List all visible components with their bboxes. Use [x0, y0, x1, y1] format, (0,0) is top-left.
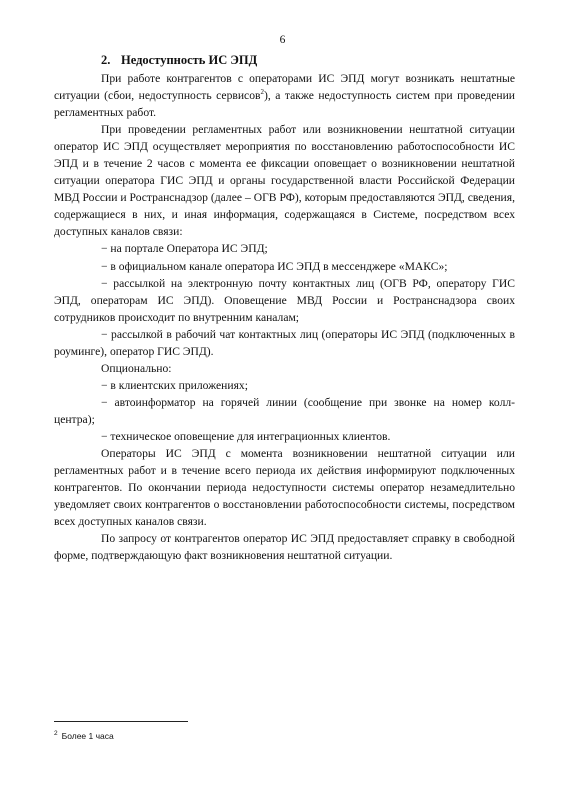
footnote [54, 730, 114, 742]
list-item-technical-notice: − техническое оповещение для интеграционных клиентов. [101, 429, 391, 443]
footnote-separator [54, 721, 188, 722]
list-item-hotline: − автоинформатор на горячей линии (сообщение при звонке на номер колл-центра); [54, 395, 515, 426]
section-number: 2. [101, 53, 111, 67]
paragraph-operators: Операторы ИС ЭПД с момента возникновении нештатной ситуации или регламентных работ и в течение всего периода их действия информируют подключенных контрагентов. По окончании периода недоступности системы оператор незамедлительно уведомляет своих контрагентов о восстановлении работоспособности системы, посредством всех доступных каналов связи. [54, 447, 515, 529]
footnote-mark: 2 [54, 730, 58, 737]
section-heading [101, 52, 515, 69]
page-body [54, 52, 515, 564]
list-item-client-apps: − в клиентских приложениях; [101, 378, 248, 392]
paragraph-intro-text-2: ), а также недоступность систем при проведении регламентных работ. [54, 89, 515, 120]
footnote-text: Более 1 часа [61, 731, 114, 741]
optional-label: Опционально: [101, 361, 172, 375]
paragraph-intro [54, 70, 515, 121]
page-number: 6 [279, 34, 286, 46]
list-item-portal: − на портале Оператора ИС ЭПД; [101, 242, 268, 256]
paragraph-certificate: По запросу от контрагентов оператор ИС ЭПД предоставляет справку в свободной форме, подтверждающую факт возникновения нештатной ситуации. [54, 532, 515, 563]
list-item-messenger: − в официальном канале оператора ИС ЭПД в мессенджере «МАКС»; [101, 259, 448, 273]
paragraph-intro-text-1: При работе контрагентов с операторами ИС ЭПД могут возникать нештатные ситуации (сбои, недоступность сервисов [54, 72, 515, 103]
list-item-work-chat: − рассылкой в рабочий чат контактных лиц (операторы ИС ЭПД (подключенных в роуминге), оператор ГИС ЭПД). [54, 327, 515, 358]
section-title: Недоступность ИС ЭПД [121, 53, 258, 67]
list-item-email: − рассылкой на электронную почту контактных лиц (ОГВ РФ, оператору ГИС ЭПД, операторам ИС ЭПД). Оповещение МВД России и Ространснадзора своих сотрудников происходит по внутренним каналам; [54, 276, 515, 324]
paragraph-procedure: При проведении регламентных работ или возникновении нештатной ситуации оператор ИС ЭПД осуществляет мероприятия по восстановлению работоспособности ИС ЭПД и в течение 2 часов с момента ее фиксации оповещает о возникновении нештатной ситуации оператора ГИС ЭПД и органы государственной власти Российской Федерации МВД России и Ространснадзор (далее – ОГВ РФ), которым предоставляются ЭПД, сведения, содержащиеся в них, и иная информация, содержащаяся в Системе, посредством всех доступных каналов связи: [54, 123, 515, 239]
footnote-reference[interactable]: 2 [260, 88, 264, 97]
